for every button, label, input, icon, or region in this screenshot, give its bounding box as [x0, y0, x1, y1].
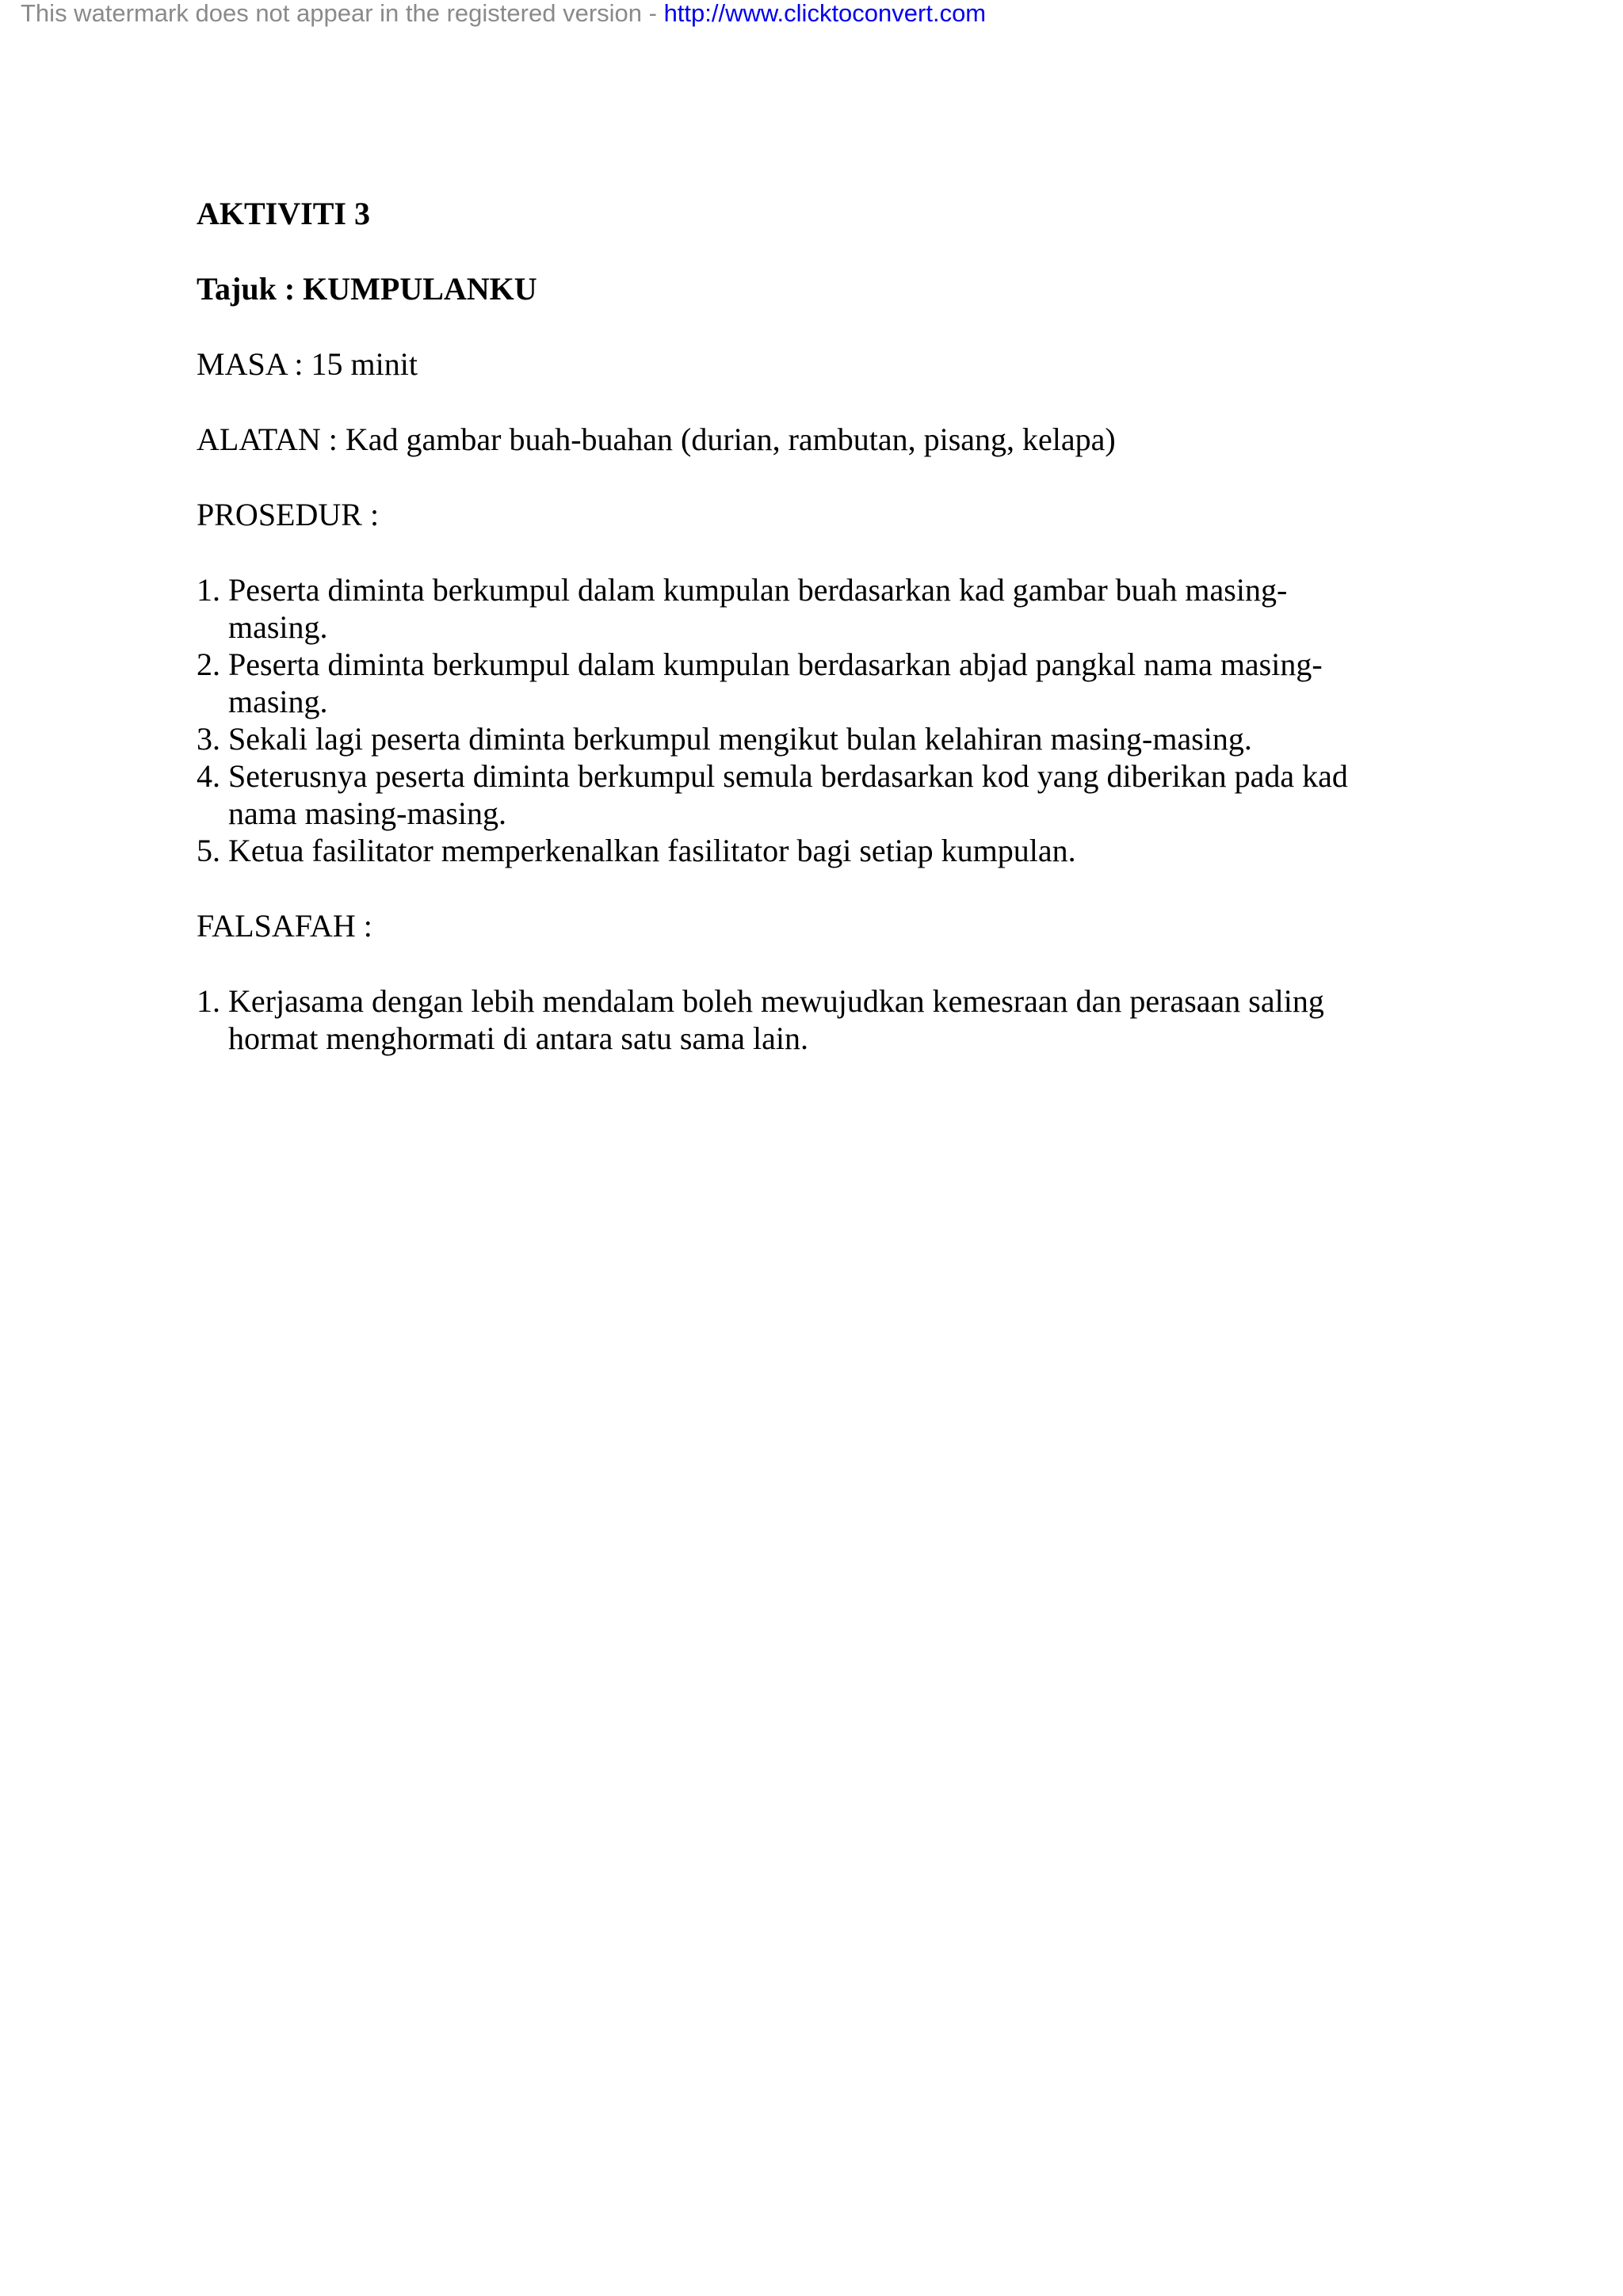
time-line: MASA : 15 minit — [197, 346, 418, 382]
watermark-text: This watermark does not appear in the registered version - — [21, 0, 664, 27]
list-text: Seterusnya peserta diminta berkumpul semula berdasarkan kod yang diberikan pada kad nama masing-masing. — [228, 758, 1348, 831]
document-page — [197, 195, 1433, 1057]
list-text: Sekali lagi peserta diminta berkumpul mengikut bulan kelahiran masing-masing. — [228, 721, 1252, 757]
list-number: 4. — [197, 758, 220, 794]
philosophy-list — [197, 982, 1433, 1057]
list-text: Peserta diminta berkumpul dalam kumpulan berdasarkan kad gambar buah masing-masing. — [228, 572, 1288, 645]
list-item — [197, 757, 1433, 832]
list-item — [197, 646, 1433, 720]
list-item — [197, 571, 1433, 646]
watermark-banner — [21, 0, 986, 27]
list-text: Peserta diminta berkumpul dalam kumpulan berdasarkan abjad pangkal nama masing-masing. — [228, 646, 1323, 719]
list-number: 2. — [197, 646, 220, 682]
list-item — [197, 720, 1433, 757]
list-number: 3. — [197, 721, 220, 757]
topic-title: Tajuk : KUMPULANKU — [197, 271, 537, 307]
list-item — [197, 982, 1433, 1057]
philosophy-heading: FALSAFAH : — [197, 908, 372, 944]
procedure-heading: PROSEDUR : — [197, 497, 380, 532]
procedure-list — [197, 571, 1433, 869]
list-text: Ketua fasilitator memperkenalkan fasilitator bagi setiap kumpulan. — [228, 833, 1076, 868]
list-number: 1. — [197, 983, 220, 1019]
list-text: Kerjasama dengan lebih mendalam boleh mewujudkan kemesraan dan perasaan saling hormat menghormati di antara satu sama lain. — [228, 983, 1324, 1056]
watermark-link[interactable]: http://www.clicktoconvert.com — [663, 0, 987, 27]
list-number: 5. — [197, 833, 220, 868]
list-item — [197, 832, 1433, 869]
tools-line: ALATAN : Kad gambar buah-buahan (durian, rambutan, pisang, kelapa) — [197, 421, 1116, 457]
list-number: 1. — [197, 572, 220, 608]
activity-title: AKTIVITI 3 — [197, 196, 370, 231]
